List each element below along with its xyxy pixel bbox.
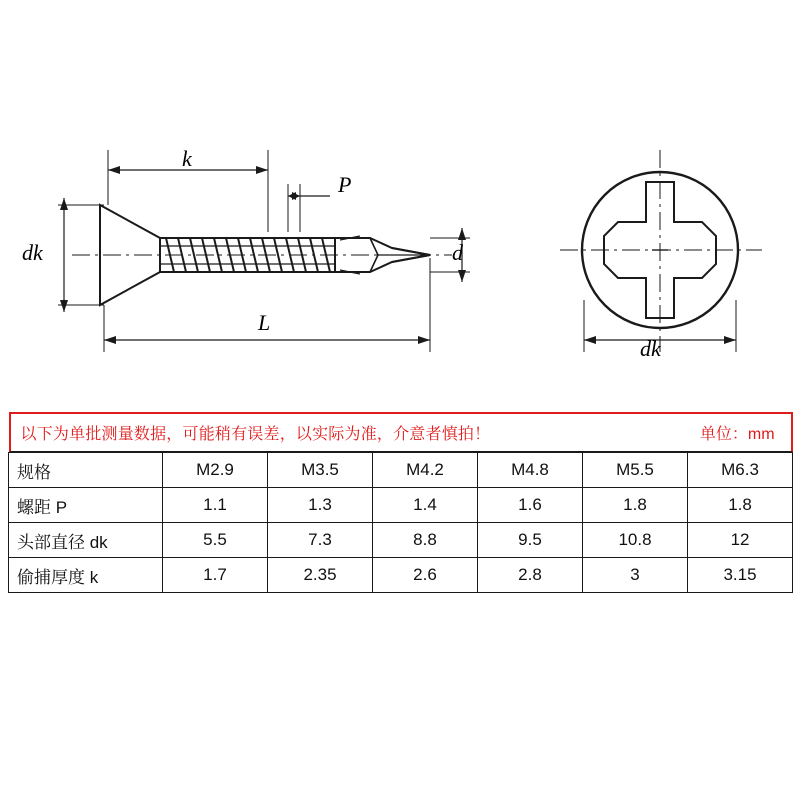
cell-pitch-m35: 1.3 (268, 488, 373, 523)
col-header-m63: M6.3 (688, 453, 793, 488)
cell-dk-m48: 9.5 (478, 523, 583, 558)
row-label-pitch: 螺距 P (9, 488, 163, 523)
col-header-m35: M3.5 (268, 453, 373, 488)
dimension-label-l: L (258, 310, 271, 335)
cell-k-m63: 3.15 (688, 558, 793, 593)
col-header-m55: M5.5 (583, 453, 688, 488)
cell-dk-m55: 10.8 (583, 523, 688, 558)
row-label-spec: 规格 (9, 453, 163, 488)
cell-k-m29: 1.7 (163, 558, 268, 593)
dimension-label-d: d (452, 240, 463, 265)
table-row (9, 488, 793, 523)
dimension-label-dk-top: dk (640, 336, 661, 361)
spec-table (8, 412, 793, 593)
table-row (9, 558, 793, 593)
table-row (9, 523, 793, 558)
cell-dk-m29: 5.5 (163, 523, 268, 558)
cell-dk-m35: 7.3 (268, 523, 373, 558)
cell-k-m35: 2.35 (268, 558, 373, 593)
cell-k-m55: 3 (583, 558, 688, 593)
notice-row (9, 412, 793, 453)
spec-table-wrap (8, 412, 792, 593)
row-label-head-thickness: 偷捕厚度 k (9, 558, 163, 593)
cell-dk-m63: 12 (688, 523, 793, 558)
cell-k-m48: 2.8 (478, 558, 583, 593)
cell-k-m42: 2.6 (373, 558, 478, 593)
dimension-label-k: k (182, 146, 192, 171)
dimension-label-p: P (338, 172, 352, 197)
notice-bar (9, 412, 793, 452)
notice-text: 以下为单批测量数据，可能稍有误差，以实际为准，介意者慎拍！ (20, 426, 491, 443)
col-header-m42: M4.2 (373, 453, 478, 488)
cell-pitch-m48: 1.6 (478, 488, 583, 523)
cell-pitch-m42: 1.4 (373, 488, 478, 523)
col-header-m48: M4.8 (478, 453, 583, 488)
cell-pitch-m29: 1.1 (163, 488, 268, 523)
cell-pitch-m55: 1.8 (583, 488, 688, 523)
table-row-header (9, 453, 793, 488)
cell-dk-m42: 8.8 (373, 523, 478, 558)
row-label-head-diameter: 头部直径 dk (9, 523, 163, 558)
unit-label: 单位：mm (699, 426, 775, 443)
cell-pitch-m63: 1.8 (688, 488, 793, 523)
col-header-m29: M2.9 (163, 453, 268, 488)
dimension-label-dk-side: dk (22, 240, 43, 265)
